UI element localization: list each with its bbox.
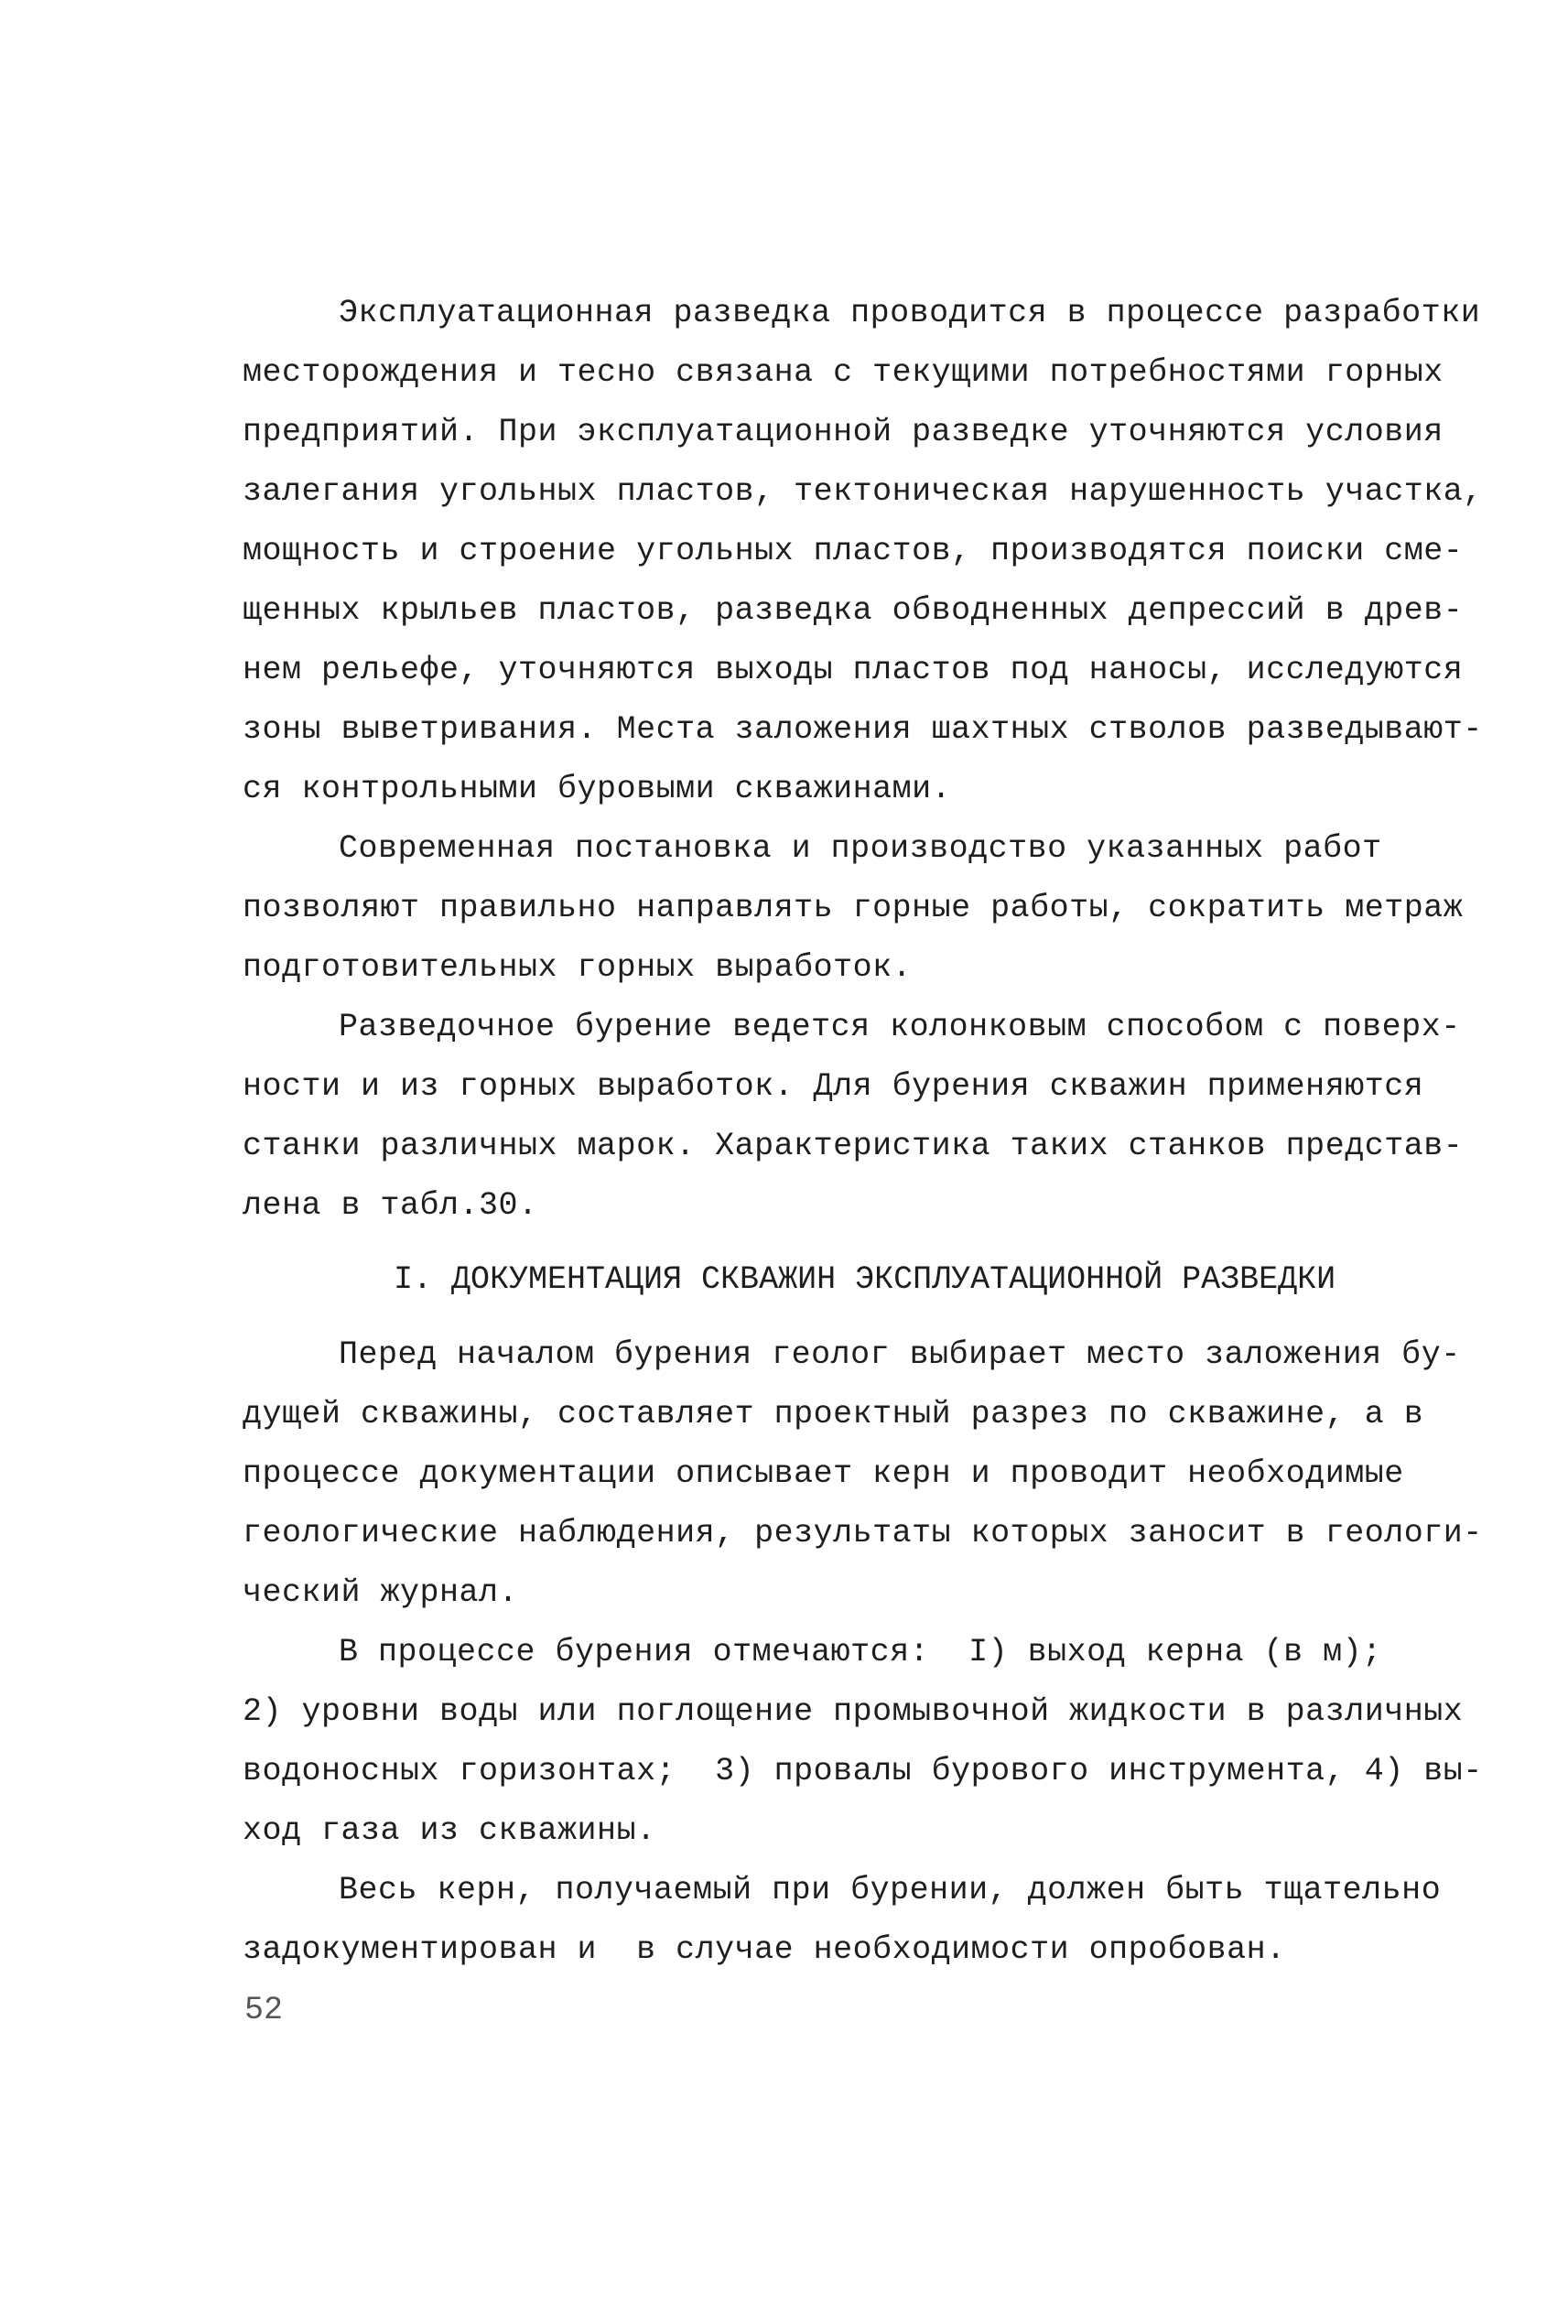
paragraph-6-line-1: Весь керн, получаемый при бурении, должен быть тщательно	[339, 1872, 1442, 1908]
paragraph-4-line-5: ческий журнал.	[243, 1574, 519, 1611]
paragraph-2-line-3: подготовительных горных выработок.	[243, 949, 913, 986]
paragraph-1-line-9: ся контрольными буровыми скважинами.	[243, 771, 952, 807]
page-number: 52	[244, 1992, 284, 2028]
paragraph-1-line-3: предприятий. При эксплуатационной разведке уточняются условия	[243, 414, 1444, 450]
paragraph-6-line-2: задокументирован и в случае необходимости опробован.	[243, 1931, 1286, 1968]
paragraph-5-line-1: В процессе бурения отмечаются: I) выход керна (в м);	[339, 1634, 1382, 1670]
paragraph-4-line-4: геологические наблюдения, результаты которых заносит в геологи-	[243, 1515, 1483, 1551]
paragraph-2-line-2: позволяют правильно направлять горные работы, сократить метраж	[243, 890, 1464, 926]
paragraph-3-line-1: Разведочное бурение ведется колонковым способом с поверх-	[339, 1009, 1461, 1045]
paragraph-1-line-4: залегания угольных пластов, тектоническая нарушенность участка,	[243, 473, 1483, 510]
paragraph-4-line-1: Перед началом бурения геолог выбирает место заложения бу-	[339, 1336, 1461, 1373]
paragraph-3-line-3: станки различных марок. Характеристика таких станков представ-	[243, 1128, 1464, 1164]
paragraph-1-line-1: Эксплуатационная разведка проводится в процессе разработки	[339, 295, 1481, 331]
paragraph-3-line-2: ности и из горных выработок. Для бурения скважин применяются	[243, 1068, 1424, 1105]
paragraph-5-line-2: 2) уровни воды или поглощение промывочной жидкости в различных	[243, 1693, 1464, 1730]
paragraph-5-line-4: ход газа из скважины.	[243, 1812, 656, 1849]
paragraph-4-line-3: процессе документации описывает керн и проводит необходимые	[243, 1455, 1404, 1492]
paragraph-1-line-2: месторождения и тесно связана с текущими потребностями горных	[243, 354, 1444, 391]
paragraph-5-line-3: водоносных горизонтах; 3) провалы бурового инструмента, 4) вы-	[243, 1753, 1483, 1789]
paragraph-1-line-7: нем рельефе, уточняются выходы пластов под наносы, исследуются	[243, 652, 1464, 688]
paragraph-1-line-5: мощность и строение угольных пластов, производятся поиски сме-	[243, 533, 1464, 569]
paragraph-2-line-1: Современная постановка и производство указанных работ	[339, 830, 1382, 867]
section-heading: I. ДОКУМЕНТАЦИЯ СКВАЖИН ЭКСПЛУАТАЦИОННОЙ РАЗВЕДКИ	[394, 1261, 1336, 1298]
paragraph-1-line-6: щенных крыльев пластов, разведка обводненных депрессий в древ-	[243, 592, 1464, 629]
paragraph-4-line-2: дущей скважины, составляет проектный разрез по скважине, а в	[243, 1396, 1424, 1432]
paragraph-3-line-4: лена в табл.30.	[243, 1187, 538, 1224]
paragraph-1-line-8: зоны выветривания. Места заложения шахтных стволов разведывают-	[243, 711, 1483, 748]
